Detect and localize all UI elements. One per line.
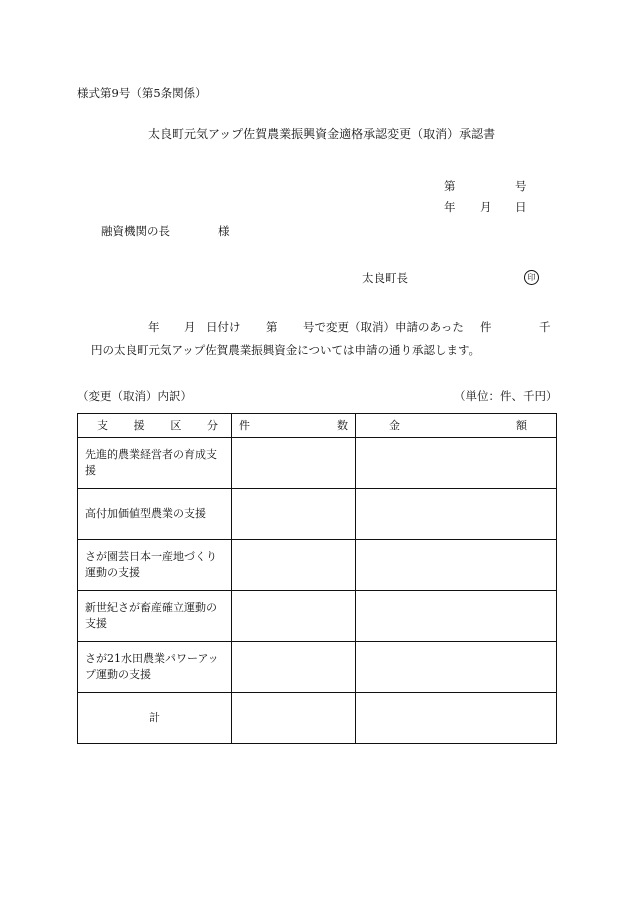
body-month: 月 bbox=[184, 320, 196, 334]
row-category: 先進的農業経営者の育成支援 bbox=[78, 438, 232, 489]
addressee-name: 融資機関の長 bbox=[101, 224, 170, 238]
table-row bbox=[78, 642, 557, 693]
row-amount-cell[interactable] bbox=[356, 642, 557, 693]
header-count-char: 件 bbox=[239, 418, 250, 432]
total-row bbox=[78, 693, 557, 744]
date-day: 日 bbox=[515, 200, 527, 214]
body-line-2: 円の太良町元気アップ佐賀農業振興資金については申請の通り承認します。 bbox=[91, 343, 481, 357]
date-year: 年 bbox=[444, 200, 456, 214]
row-category: さが21水田農業パワーアップ運動の支援 bbox=[78, 642, 232, 693]
header-category-char: 支 bbox=[97, 418, 108, 432]
row-category: 新世紀さが畜産確立運動の支援 bbox=[78, 591, 232, 642]
body-dated: 日付け bbox=[206, 320, 241, 334]
total-label: 計 bbox=[78, 693, 232, 744]
body-year: 年 bbox=[148, 320, 160, 334]
header-count bbox=[232, 414, 356, 438]
header-category-char: 援 bbox=[133, 418, 145, 432]
row-count-cell[interactable] bbox=[232, 489, 356, 540]
table-header-row bbox=[78, 414, 557, 438]
header-category-char: 分 bbox=[206, 418, 218, 432]
seal-mark: 印 bbox=[524, 270, 539, 285]
breakdown-label: （変更（取消）内訳） bbox=[77, 389, 192, 403]
row-amount-cell[interactable] bbox=[356, 438, 557, 489]
row-category: 高付加価値型農業の支援 bbox=[78, 489, 232, 540]
breakdown-table bbox=[77, 413, 557, 744]
header-category-char: 区 bbox=[170, 418, 182, 432]
body-sen: 千 bbox=[539, 320, 551, 334]
form-number: 様式第9号（第5条関係） bbox=[77, 86, 207, 100]
table-row bbox=[78, 489, 557, 540]
document-title: 太良町元気アップ佐賀農業振興資金適格承認変更（取消）承認書 bbox=[148, 127, 496, 141]
date-month: 月 bbox=[480, 200, 492, 214]
table-row bbox=[78, 591, 557, 642]
doc-number-suffix: 号 bbox=[515, 179, 527, 193]
row-category: さが園芸日本一産地づくり運動の支援 bbox=[78, 540, 232, 591]
addressee-honorific: 様 bbox=[218, 224, 230, 238]
body-request-text: 号で変更（取消）申請のあった bbox=[303, 320, 464, 334]
row-count-cell[interactable] bbox=[232, 438, 356, 489]
row-amount-cell[interactable] bbox=[356, 591, 557, 642]
total-count-cell[interactable] bbox=[232, 693, 356, 744]
issuer-name: 太良町長 bbox=[362, 271, 408, 285]
doc-number-prefix: 第 bbox=[444, 179, 456, 193]
header-category bbox=[78, 414, 232, 438]
unit-label: （単位：件、千円） bbox=[454, 389, 558, 403]
row-count-cell[interactable] bbox=[232, 642, 356, 693]
table-row bbox=[78, 438, 557, 489]
total-amount-cell[interactable] bbox=[356, 693, 557, 744]
row-count-cell[interactable] bbox=[232, 591, 356, 642]
table-row bbox=[78, 540, 557, 591]
row-amount-cell[interactable] bbox=[356, 489, 557, 540]
body-no-prefix: 第 bbox=[266, 320, 278, 334]
header-amount bbox=[356, 414, 557, 438]
row-count-cell[interactable] bbox=[232, 540, 356, 591]
row-amount-cell[interactable] bbox=[356, 540, 557, 591]
header-amount-char: 金 bbox=[389, 418, 400, 432]
header-count-char: 数 bbox=[337, 418, 348, 432]
header-amount-char: 額 bbox=[516, 418, 527, 432]
body-ken: 件 bbox=[480, 320, 492, 334]
